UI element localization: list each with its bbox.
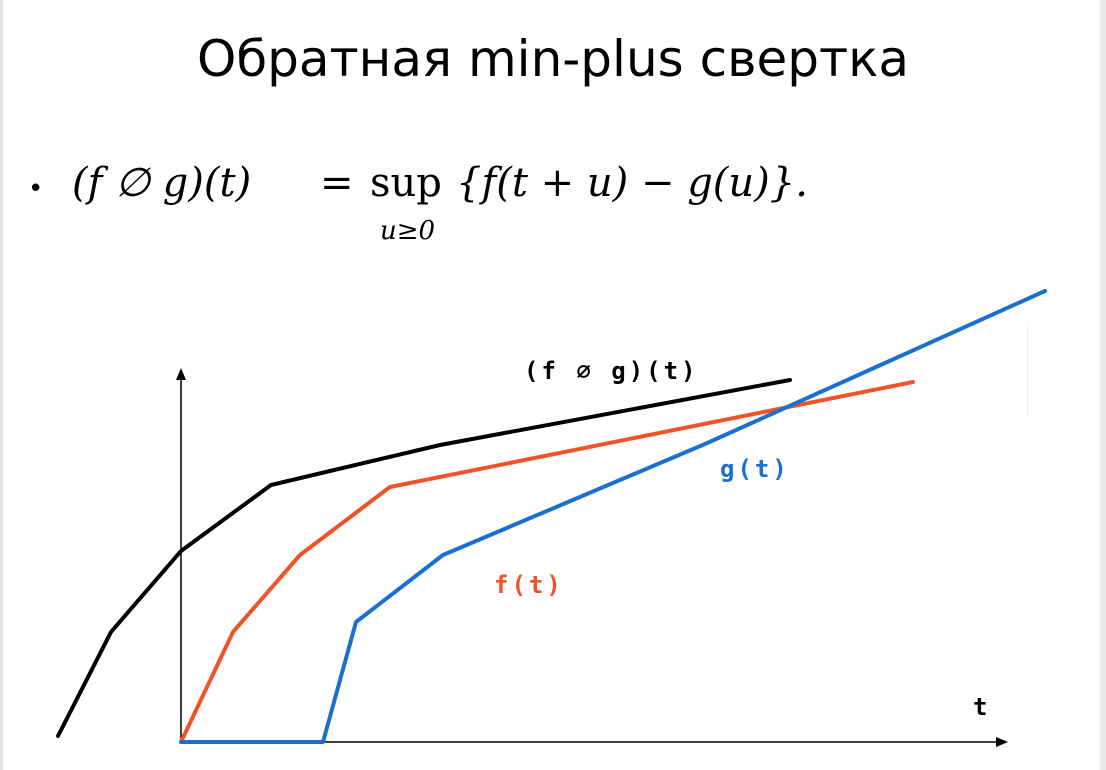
f-label: f(t) [494, 571, 564, 599]
formula-sup: sup [370, 160, 442, 206]
bullet-point: • [28, 174, 44, 204]
formula-equals: = [320, 160, 354, 206]
g-label: g(t) [720, 455, 790, 483]
formula-lhs: (f ∅ g)(t) [72, 160, 252, 206]
deconvolution-curve [58, 380, 790, 736]
formula-subscript: u≥0 [380, 216, 436, 246]
f-curve [181, 382, 913, 742]
t-axis-label: t [973, 693, 988, 721]
formula-rhs: {f(t + u) − g(u)}. [456, 160, 808, 206]
deconvolution-label: (f ∅ g)(t) [524, 357, 699, 385]
slide-title: Обратная min-plus свертка [196, 30, 909, 88]
